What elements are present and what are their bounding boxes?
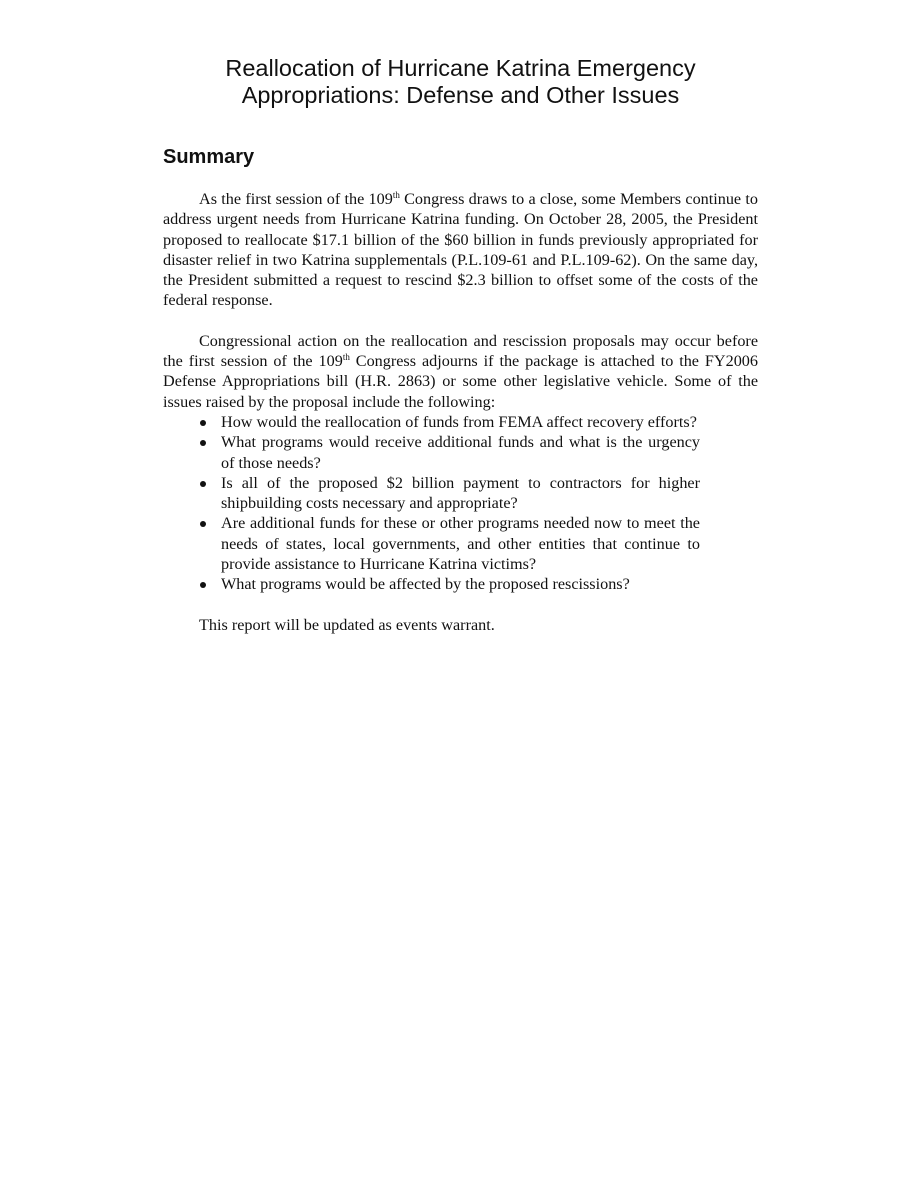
list-item	[199, 513, 700, 574]
summary-p1-superscript: th	[392, 190, 400, 200]
summary-paragraph-1	[163, 189, 758, 311]
update-note: This report will be updated as events warrant.	[199, 615, 495, 634]
bullet-text: Are additional funds for these or other programs needed now to meet the needs of states, local governments, and other entities that continue to provide assistance to Hurricane Katrina victims?	[221, 514, 700, 574]
bullet-text: What programs would be affected by the proposed rescissions?	[221, 575, 630, 594]
report-title-line-1: Reallocation of Hurricane Katrina Emergency	[225, 55, 696, 81]
list-item	[199, 574, 700, 594]
bullet-icon	[200, 440, 206, 446]
summary-heading: Summary	[163, 146, 255, 168]
list-item	[199, 412, 700, 432]
bullet-icon	[200, 481, 206, 487]
bullet-icon	[200, 582, 206, 588]
summary-p1-text-b: Congress draws to a close, some Members continue to address urgent needs from Hurricane Katrina funding. On October 28, 2005, the President proposed to reallocate $17.1 billion of the $60 billion in funds previously appropriated for disaster relief in two Katrina supplementals (P.L.109-61 and P.L.109-62). On the same day, the President submitted a request to rescind $2.3 billion to offset some of the costs of the federal response.	[163, 190, 758, 310]
report-title	[163, 55, 758, 109]
summary-p1-text-a: As the first session of the 109	[199, 190, 393, 208]
summary-p2-text-a: Congressional action on the reallocation and rescission proposals may occur before the first session of the 109	[163, 331, 758, 371]
bullet-text: What programs would receive additional funds and what is the urgency of those needs?	[221, 433, 700, 472]
summary-p2-text-b: Congress adjourns if the package is attached to the FY2006 Defense Appropriations bill (H.R. 2863) or some other legislative vehicle. Some of the issues raised by the proposal include the following:	[163, 352, 758, 411]
bullet-text: How would the reallocation of funds from FEMA affect recovery efforts?	[221, 412, 697, 431]
report-title-line-2: Appropriations: Defense and Other Issues	[241, 82, 680, 108]
bullet-icon	[200, 521, 206, 527]
document-page	[163, 0, 758, 635]
summary-paragraph-2	[163, 331, 758, 412]
list-item	[199, 473, 700, 514]
bullet-text: Is all of the proposed $2 billion payment to contractors for higher shipbuilding costs necessary and appropriate?	[221, 473, 700, 513]
summary-p2-superscript: th	[342, 352, 350, 363]
list-item	[199, 432, 700, 473]
bullet-icon	[200, 420, 206, 426]
issues-bullet-list	[163, 412, 700, 595]
